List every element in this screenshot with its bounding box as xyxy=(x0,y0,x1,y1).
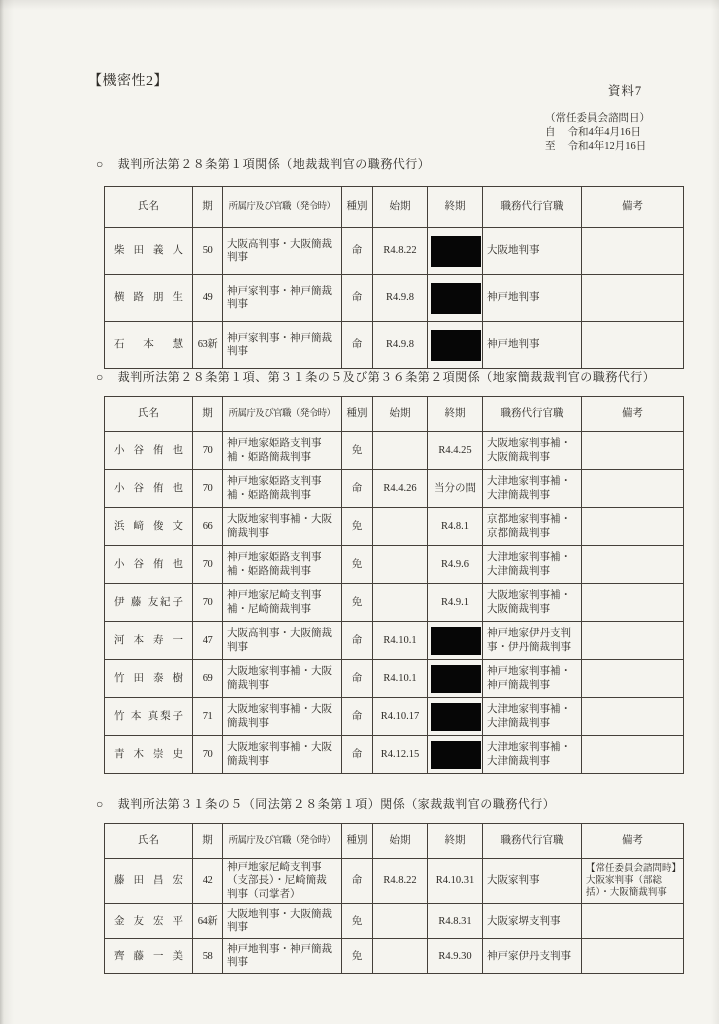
col-header-end: 終期 xyxy=(428,187,483,228)
redaction-box xyxy=(431,283,481,314)
cell-note xyxy=(582,470,684,508)
cell-start: R4.9.8 xyxy=(373,322,428,369)
cell-name: 小 谷 侑 也 xyxy=(105,432,193,470)
table-row xyxy=(105,859,684,904)
cell-end xyxy=(428,660,483,698)
col-header-name: 氏名 xyxy=(105,187,193,228)
cell-name: 齊 藤 一 美 xyxy=(105,939,193,974)
cell-term: 64新 xyxy=(193,904,223,939)
circle-marker-icon: ○ xyxy=(96,157,104,171)
cell-term: 70 xyxy=(193,432,223,470)
col-header-kind: 種別 xyxy=(342,187,373,228)
table-chisai xyxy=(104,186,684,369)
table-row xyxy=(105,508,684,546)
doc-number: 資料7 xyxy=(607,84,643,98)
cell-acting: 大津地家判事補・大津簡裁判事 xyxy=(483,736,582,774)
cell-post: 神戸地家尼崎支判事補・尼崎簡裁判事 xyxy=(223,584,342,622)
table-kasai xyxy=(104,823,684,974)
cell-kind: 免 xyxy=(342,508,373,546)
col-header-end: 終期 xyxy=(428,397,483,432)
cell-start: R4.4.26 xyxy=(373,470,428,508)
cell-term: 66 xyxy=(193,508,223,546)
cell-kind: 免 xyxy=(342,904,373,939)
table-row xyxy=(105,470,684,508)
cell-name: 青 木 崇 史 xyxy=(105,736,193,774)
cell-start: R4.8.22 xyxy=(373,859,428,904)
cell-end xyxy=(428,228,483,275)
cell-name: 石 本 慧 xyxy=(105,322,193,369)
cell-acting: 大阪家堺支判事 xyxy=(483,904,582,939)
date-to-value: 令和4年12月16日 xyxy=(567,141,647,152)
cell-post: 神戸家判事・神戸簡裁判事 xyxy=(223,322,342,369)
cell-term: 71 xyxy=(193,698,223,736)
table-row xyxy=(105,546,684,584)
cell-end: R4.9.6 xyxy=(428,546,483,584)
cell-end xyxy=(428,736,483,774)
cell-acting: 大阪家判事 xyxy=(483,859,582,904)
cell-note: 【常任委員会諮問時】大阪家判事（部総括）・大阪簡裁判事 xyxy=(582,859,684,904)
redaction-box xyxy=(431,236,481,267)
cell-post: 大阪地家判事補・大阪簡裁判事 xyxy=(223,660,342,698)
cell-note xyxy=(582,660,684,698)
col-header-kind: 種別 xyxy=(342,397,373,432)
col-header-acting: 職務代行官職 xyxy=(483,397,582,432)
table-row xyxy=(105,322,684,369)
col-header-post: 所属庁及び官職（発令時） xyxy=(223,187,342,228)
col-header-term: 期 xyxy=(193,824,223,859)
cell-end: R4.9.30 xyxy=(428,939,483,974)
col-header-note: 備考 xyxy=(582,824,684,859)
table-row xyxy=(105,584,684,622)
cell-note xyxy=(582,432,684,470)
cell-kind: 命 xyxy=(342,736,373,774)
cell-acting: 神戸地家伊丹支判事・伊丹簡裁判事 xyxy=(483,622,582,660)
cell-note xyxy=(582,228,684,275)
date-from-label: 自 xyxy=(545,127,556,138)
cell-post: 神戸家判事・神戸簡裁判事 xyxy=(223,275,342,322)
col-header-note: 備考 xyxy=(582,187,684,228)
cell-start: R4.10.1 xyxy=(373,660,428,698)
cell-post: 神戸地家姫路支判事補・姫路簡裁判事 xyxy=(223,546,342,584)
cell-note xyxy=(582,939,684,974)
date-to xyxy=(545,140,705,154)
cell-post: 大阪地家判事補・大阪簡裁判事 xyxy=(223,508,342,546)
cell-name: 柴 田 義 人 xyxy=(105,228,193,275)
cell-start xyxy=(373,904,428,939)
table-row xyxy=(105,660,684,698)
table-header-row xyxy=(105,824,684,859)
redaction-box xyxy=(431,665,481,693)
cell-kind: 免 xyxy=(342,939,373,974)
cell-kind: 免 xyxy=(342,546,373,584)
redaction-box xyxy=(431,741,481,769)
col-header-acting: 職務代行官職 xyxy=(483,187,582,228)
cell-kind: 免 xyxy=(342,584,373,622)
cell-name: 横 路 朋 生 xyxy=(105,275,193,322)
cell-name: 浜 﨑 俊 文 xyxy=(105,508,193,546)
cell-name: 竹 本 真梨子 xyxy=(105,698,193,736)
table-row xyxy=(105,275,684,322)
cell-post: 神戸地判事・神戸簡裁判事 xyxy=(223,939,342,974)
cell-note xyxy=(582,508,684,546)
cell-note xyxy=(582,904,684,939)
cell-start: R4.10.17 xyxy=(373,698,428,736)
table-row xyxy=(105,432,684,470)
col-header-start: 始期 xyxy=(373,824,428,859)
section-3-title xyxy=(96,795,555,812)
cell-term: 70 xyxy=(193,584,223,622)
col-header-note: 備考 xyxy=(582,397,684,432)
cell-post: 神戸地家姫路支判事補・姫路簡裁判事 xyxy=(223,470,342,508)
table-row xyxy=(105,228,684,275)
cell-post: 神戸地家姫路支判事補・姫路簡裁判事 xyxy=(223,432,342,470)
cell-note xyxy=(582,322,684,369)
cell-kind: 命 xyxy=(342,698,373,736)
cell-kind: 命 xyxy=(342,859,373,904)
cell-post: 大阪地家判事補・大阪簡裁判事 xyxy=(223,698,342,736)
redaction-box xyxy=(431,330,481,361)
cell-note xyxy=(582,698,684,736)
cell-term: 50 xyxy=(193,228,223,275)
cell-name: 河 本 寿 一 xyxy=(105,622,193,660)
cell-kind: 命 xyxy=(342,322,373,369)
consultation-note: （常任委員会諮問日） xyxy=(545,113,650,124)
cell-start xyxy=(373,546,428,584)
cell-note xyxy=(582,584,684,622)
cell-acting: 大阪地家判事補・大阪簡裁判事 xyxy=(483,432,582,470)
cell-start xyxy=(373,939,428,974)
cell-end: R4.8.31 xyxy=(428,904,483,939)
section-1-title-text: 裁判所法第２８条第１項関係（地裁裁判官の職務代行） xyxy=(117,157,431,171)
cell-term: 63新 xyxy=(193,322,223,369)
col-header-post: 所属庁及び官職（発令時） xyxy=(223,824,342,859)
cell-end xyxy=(428,322,483,369)
redaction-box xyxy=(431,703,481,731)
col-header-start: 始期 xyxy=(373,187,428,228)
cell-kind: 免 xyxy=(342,432,373,470)
cell-name: 小 谷 侑 也 xyxy=(105,470,193,508)
cell-term: 70 xyxy=(193,546,223,584)
date-from xyxy=(545,126,705,140)
cell-acting: 大阪地家判事補・大阪簡裁判事 xyxy=(483,584,582,622)
cell-start: R4.12.15 xyxy=(373,736,428,774)
cell-acting: 神戸地判事 xyxy=(483,275,582,322)
cell-end xyxy=(428,275,483,322)
cell-post: 大阪高判事・大阪簡裁判事 xyxy=(223,622,342,660)
cell-acting: 神戸地判事 xyxy=(483,322,582,369)
cell-name: 小 谷 侑 也 xyxy=(105,546,193,584)
cell-acting: 大津地家判事補・大津簡裁判事 xyxy=(483,546,582,584)
cell-end: R4.9.1 xyxy=(428,584,483,622)
date-from-value: 令和4年4月16日 xyxy=(567,127,641,138)
cell-start xyxy=(373,432,428,470)
table-row xyxy=(105,939,684,974)
cell-kind: 命 xyxy=(342,622,373,660)
cell-name: 伊 藤 友紀子 xyxy=(105,584,193,622)
cell-post: 大阪高判事・大阪簡裁判事 xyxy=(223,228,342,275)
cell-name: 竹 田 泰 樹 xyxy=(105,660,193,698)
col-header-post: 所属庁及び官職（発令時） xyxy=(223,397,342,432)
col-header-term: 期 xyxy=(193,397,223,432)
cell-term: 42 xyxy=(193,859,223,904)
cell-post: 神戸地家尼崎支判事（支部長）・尼崎簡裁判事（司掌者） xyxy=(223,859,342,904)
cell-post: 大阪地家判事補・大阪簡裁判事 xyxy=(223,736,342,774)
cell-end: 当分の間 xyxy=(428,470,483,508)
cell-end: R4.8.1 xyxy=(428,508,483,546)
cell-end xyxy=(428,698,483,736)
col-header-acting: 職務代行官職 xyxy=(483,824,582,859)
circle-marker-icon: ○ xyxy=(96,797,104,811)
table-row xyxy=(105,904,684,939)
cell-term: 58 xyxy=(193,939,223,974)
cell-post: 大阪地判事・大阪簡裁判事 xyxy=(223,904,342,939)
section-2-title xyxy=(96,368,655,385)
redaction-box xyxy=(431,627,481,655)
section-3-title-text: 裁判所法第３１条の５（同法第２８条第１項）関係（家裁裁判官の職務代行） xyxy=(117,797,556,811)
table-header-row xyxy=(105,397,684,432)
cell-end xyxy=(428,622,483,660)
col-header-end: 終期 xyxy=(428,824,483,859)
cell-acting: 神戸家伊丹支判事 xyxy=(483,939,582,974)
cell-term: 49 xyxy=(193,275,223,322)
section-1-title xyxy=(96,155,430,172)
cell-note xyxy=(582,275,684,322)
col-header-term: 期 xyxy=(193,187,223,228)
col-header-name: 氏名 xyxy=(105,824,193,859)
cell-kind: 命 xyxy=(342,660,373,698)
section-2-title-text: 裁判所法第２８条第１項、第３１条の５及び第３６条第２項関係（地家簡裁裁判官の職務代行） xyxy=(117,370,656,384)
col-header-name: 氏名 xyxy=(105,397,193,432)
col-header-start: 始期 xyxy=(373,397,428,432)
cell-acting: 京都地家判事補・京都簡裁判事 xyxy=(483,508,582,546)
col-header-kind: 種別 xyxy=(342,824,373,859)
cell-end: R4.10.31 xyxy=(428,859,483,904)
cell-term: 70 xyxy=(193,736,223,774)
table-row xyxy=(105,698,684,736)
classification-label: 【機密性2】 xyxy=(88,74,168,89)
cell-start: R4.9.8 xyxy=(373,275,428,322)
cell-name: 金 友 宏 平 xyxy=(105,904,193,939)
cell-start xyxy=(373,508,428,546)
cell-name: 藤 田 昌 宏 xyxy=(105,859,193,904)
table-header-row xyxy=(105,187,684,228)
cell-acting: 大阪地判事 xyxy=(483,228,582,275)
cell-start: R4.10.1 xyxy=(373,622,428,660)
table-row xyxy=(105,622,684,660)
cell-term: 47 xyxy=(193,622,223,660)
table-chikasai xyxy=(104,396,684,774)
cell-acting: 大津地家判事補・大津簡裁判事 xyxy=(483,470,582,508)
cell-note xyxy=(582,622,684,660)
table-row xyxy=(105,736,684,774)
cell-term: 70 xyxy=(193,470,223,508)
doc-info-block xyxy=(545,84,705,154)
cell-kind: 命 xyxy=(342,470,373,508)
cell-end: R4.4.25 xyxy=(428,432,483,470)
cell-start xyxy=(373,584,428,622)
cell-term: 69 xyxy=(193,660,223,698)
cell-kind: 命 xyxy=(342,275,373,322)
cell-note xyxy=(582,546,684,584)
cell-note xyxy=(582,736,684,774)
cell-acting: 大津地家判事補・大津簡裁判事 xyxy=(483,698,582,736)
date-to-label: 至 xyxy=(545,141,556,152)
cell-start: R4.8.22 xyxy=(373,228,428,275)
cell-kind: 命 xyxy=(342,228,373,275)
circle-marker-icon: ○ xyxy=(96,370,104,384)
cell-acting: 神戸地家判事補・神戸簡裁判事 xyxy=(483,660,582,698)
